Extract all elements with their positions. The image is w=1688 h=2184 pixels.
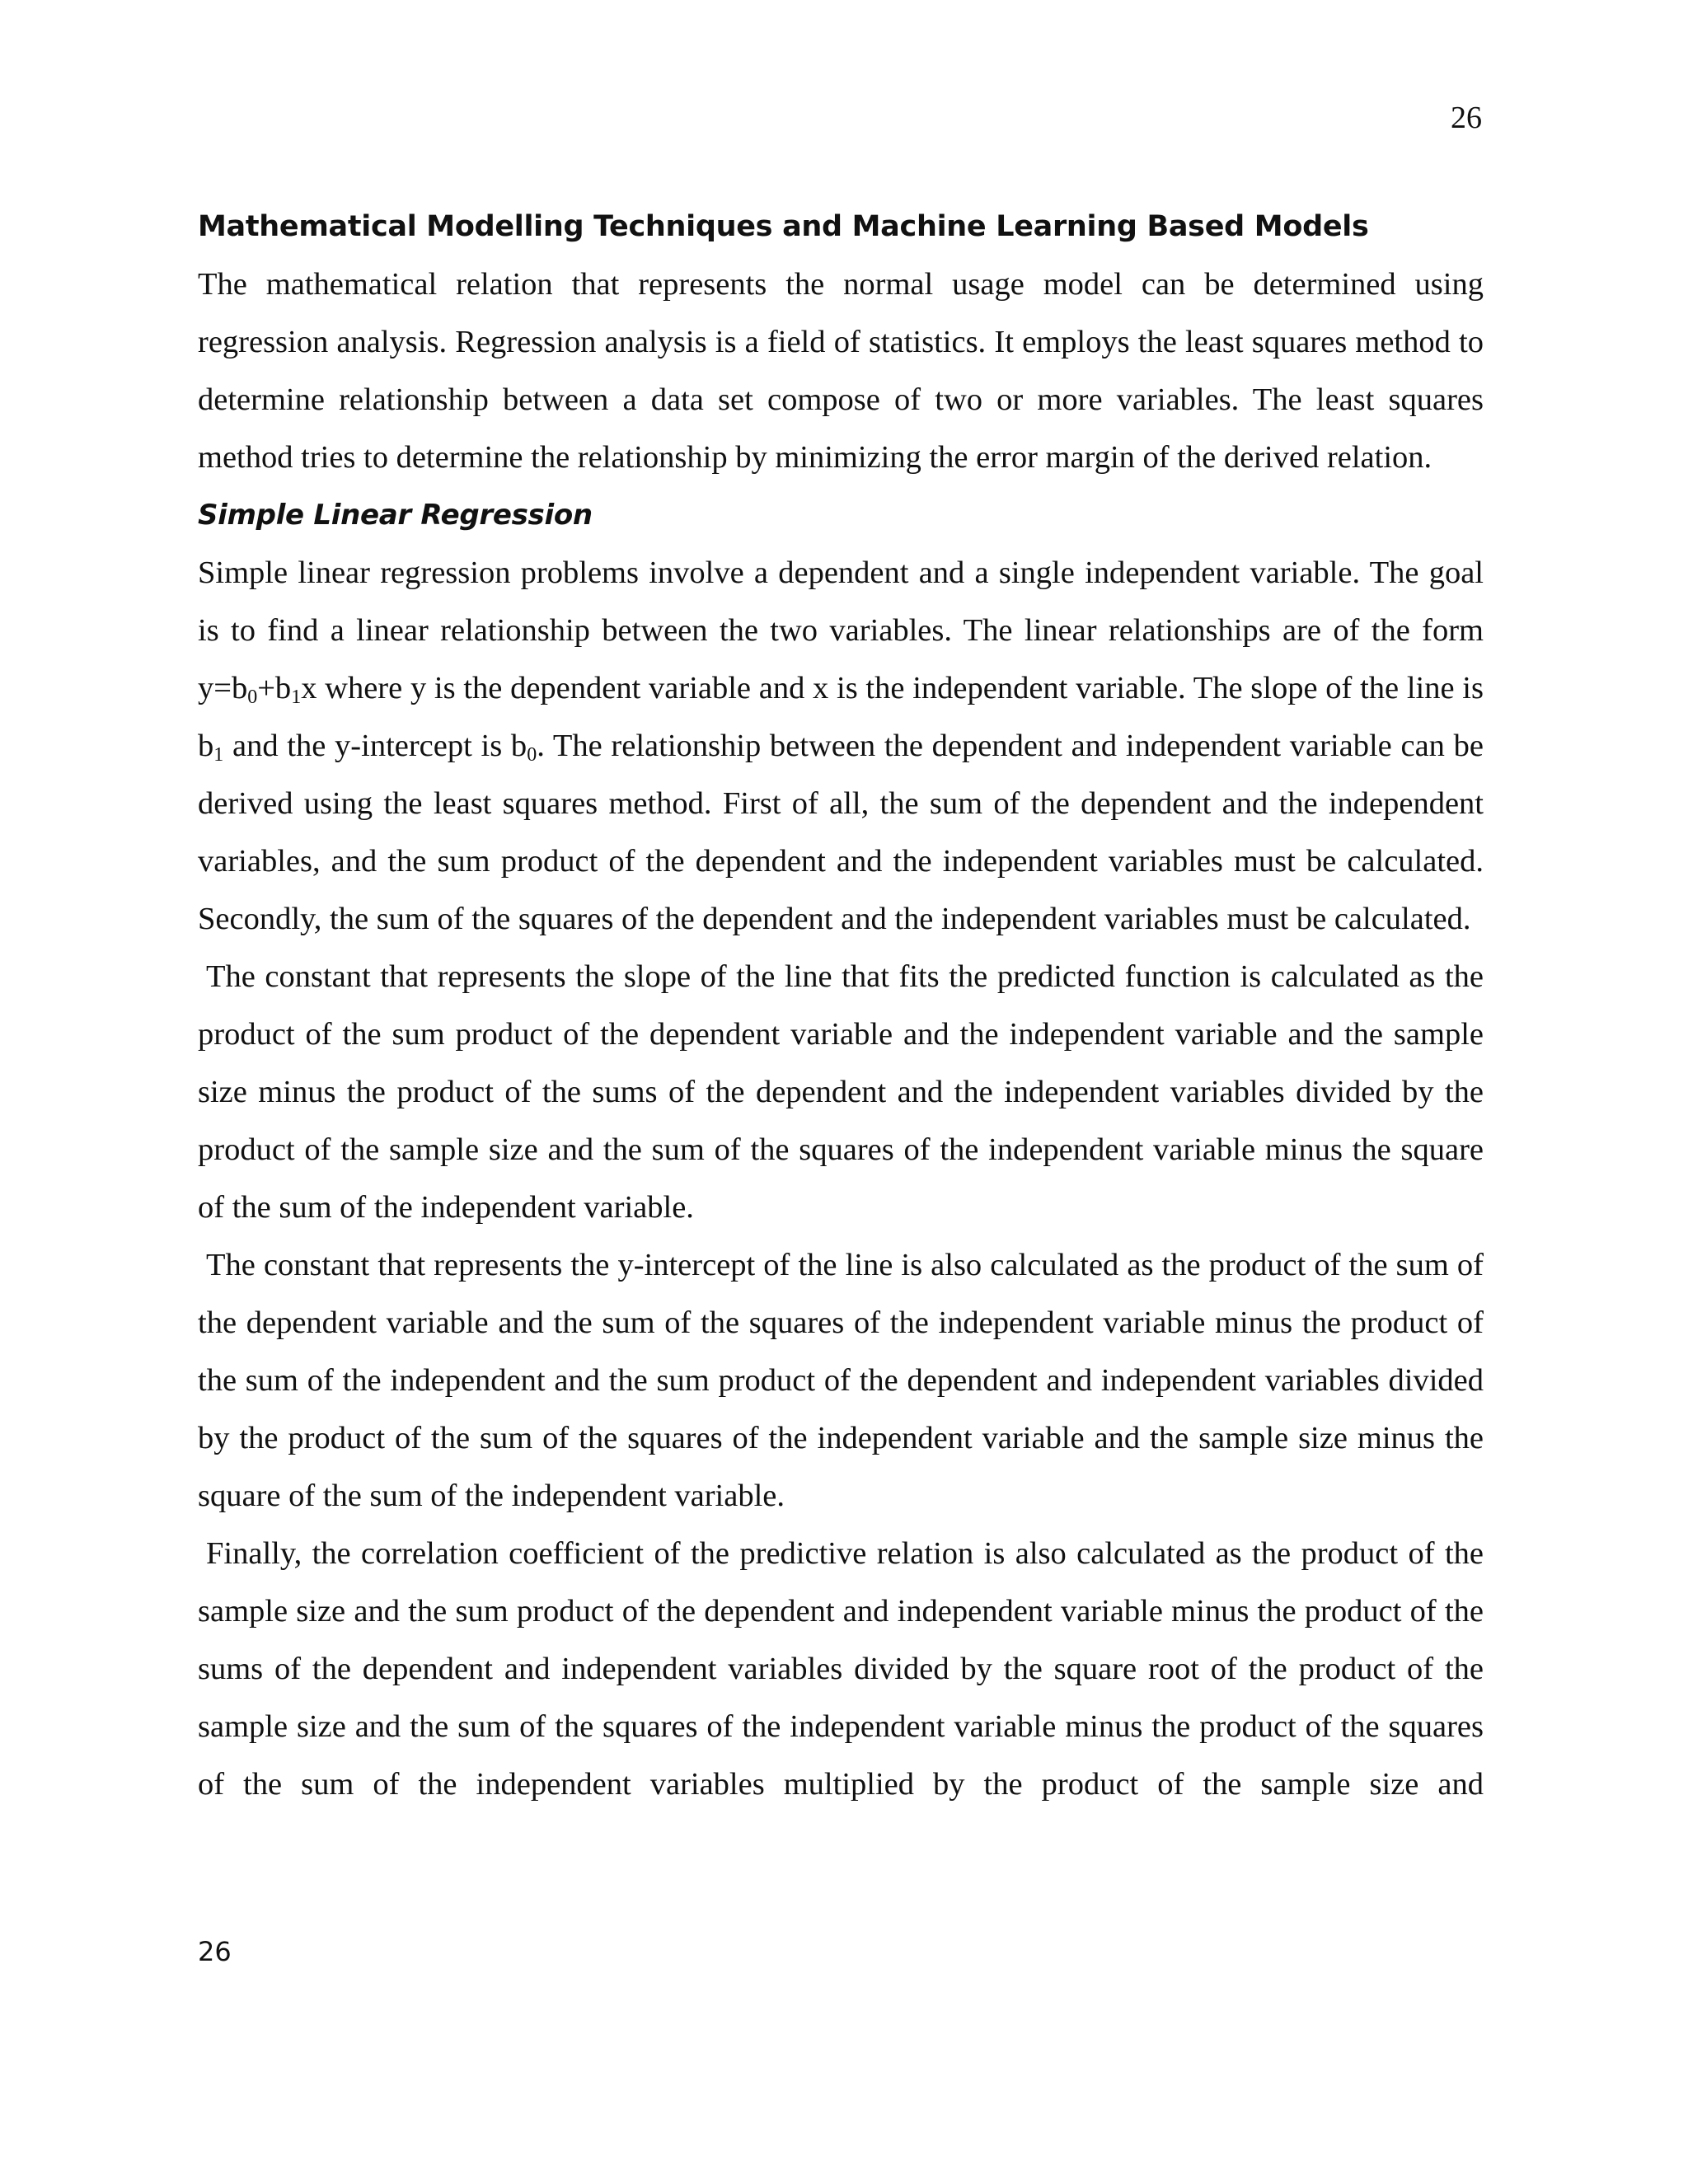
subsection-heading: Simple Linear Regression <box>198 499 593 532</box>
slr-text-part5: . The relationship between the dependent and independent variable can be derived using the least squares method. First of all, the sum of the dependent and the independent variables, and the sum product of the dependent and the independent variables must be calculated. Secondly, the sum of the squares of the dependent and the independent variables must be calculated. <box>198 729 1484 936</box>
subscript-one: 1 <box>291 687 302 708</box>
page-number-footer: 26 <box>198 1936 232 1967</box>
slr-text-part3: x where y is the dependent variable and x is the independent variable. The slope of the line is b <box>198 671 1484 763</box>
intercept-paragraph: The constant that represents the y-intercept of the line is also calculated as the product of the sum of the dependent variable and the sum of the squares of the independent variable minus the product of the sum of the independent and the sum product of the dependent and independent variables divided by the product of the sum of the squares of the independent variable and the sample size minus the square of the sum of the independent variable. <box>198 1248 1484 1513</box>
slope-paragraph: The constant that represents the slope of the line that fits the predicted function is calculated as the product of the sum product of the dependent variable and the independent variable and the sample size minus the product of the sums of the dependent and the independent variables divided by the product of the sample size and the sum of the squares of the independent variable minus the square of the sum of the independent variable. <box>198 959 1484 1225</box>
subscript-zero-intercept: 0 <box>527 744 537 766</box>
page-content <box>198 198 1484 1813</box>
slr-text-part2: +b <box>257 671 292 705</box>
page-number-header: 26 <box>1451 101 1482 135</box>
intro-paragraph: The mathematical relation that represents the normal usage model can be determined using regression analysis. Regression analysis is a field of statistics. It employs the least squares method to determine relationship between a data set compose of two or more variables. The least squares method tries to determine the relationship by minimizing the error margin of the derived relation. <box>198 267 1484 475</box>
slr-text-part1: Simple linear regression problems involve a dependent and a single independent variable. The goal is to find a linear relationship between the two variables. The linear relationships are of the form y=b <box>198 555 1484 705</box>
slr-text-part4: and the y-intercept is b <box>223 729 528 763</box>
section-heading: Mathematical Modelling Techniques and Machine Learning Based Models <box>198 210 1369 243</box>
subscript-one-slope: 1 <box>213 744 224 766</box>
correlation-paragraph: Finally, the correlation coefficient of the predictive relation is also calculated as the product of the sample size and the sum product of the dependent and independent variable minus the product of the sums of the dependent and independent variables divided by the square root of the product of the sample size and the sum of the squares of the independent variable minus the product of the squares of the sum of the independent variables multiplied by the product of the sample size and <box>198 1536 1484 1802</box>
simple-linear-regression-paragraph <box>198 544 1484 948</box>
subscript-zero: 0 <box>247 687 258 708</box>
